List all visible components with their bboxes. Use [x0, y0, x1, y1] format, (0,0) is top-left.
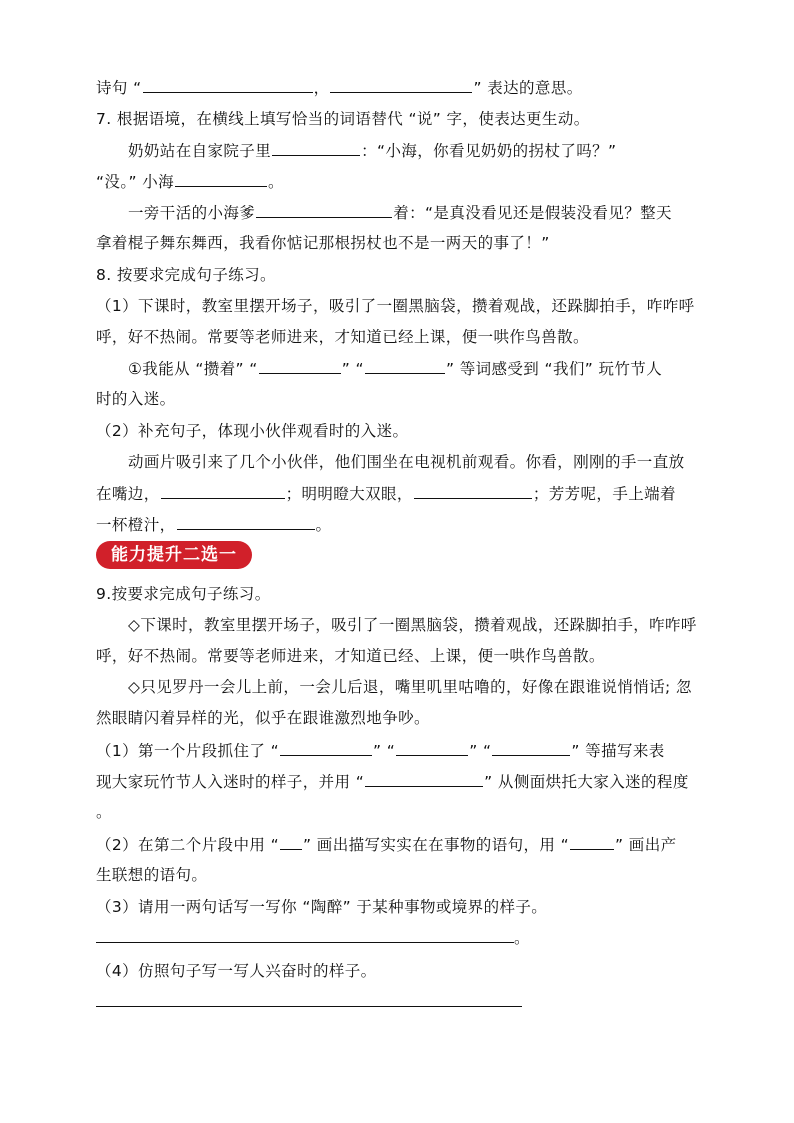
blank-grandma-said[interactable] — [272, 139, 360, 156]
q9-part3: （3）请用一两句话写一写你 “陶醉” 于某种事物或境界的样子。 — [96, 898, 548, 916]
q9-part2: （2）在第二个片段中用 “ ” 画出描写实实在在事物的语句，用 “ ” 画出产 — [96, 833, 677, 856]
q8-part1-task-cont: 时的入迷。 — [96, 390, 176, 408]
section-badge: 能力提升二选一 — [96, 541, 252, 569]
answer-line-q9-4[interactable] — [96, 1006, 522, 1007]
q9-excerpt1-line2: 呼，好不热闹。常要等老师进来，才知道已经、上课，便一哄作鸟兽散。 — [96, 647, 605, 665]
q8-part1-task: ①我能从 “攒着” “ ” “ ” 等词感受到 “我们” 玩竹节人 — [128, 357, 662, 380]
blank-word-2[interactable] — [365, 357, 445, 374]
blank-xiaohai-said[interactable] — [175, 170, 267, 187]
blank-fangfang[interactable] — [177, 513, 315, 530]
answer-line-q9-3-end: 。 — [514, 929, 530, 947]
question-9: 9.按要求完成句子练习。 — [96, 585, 271, 603]
q9-part4: （4）仿照句子写一写人兴奋时的样子。 — [96, 962, 377, 980]
q8-part2: （2）补充句子，体现小伙伴观看时的入迷。 — [96, 422, 409, 440]
q8-part2-text2: 在嘴边， ；明明瞪大双眼， ；芳芳呢，手上端着 — [96, 482, 676, 505]
line-grandma: 奶奶站在自家院子里 ：“小海，你看见奶奶的拐杖了吗？” — [128, 139, 616, 162]
q9-part2-cont: 生联想的语句。 — [96, 866, 208, 884]
q9-excerpt1-line1: ◇下课时，教室里摆开场子，吸引了一圈黑脑袋，攒着观战，还跺脚拍手，咋咋呼 — [128, 616, 697, 634]
answer-line-q9-3[interactable] — [96, 942, 514, 943]
wavy-line-mark — [570, 833, 614, 850]
straight-line-mark — [280, 833, 302, 850]
line-poem-meaning: 诗句 “ ， ” 表达的意思。 — [96, 76, 583, 99]
q9-part1-cont: 现大家玩竹节人入迷时的样子，并用 “ ” 从侧面烘托大家入迷的程度 — [96, 770, 689, 793]
blank-word-1[interactable] — [259, 357, 341, 374]
question-7: 7. 根据语境，在横线上填写恰当的词语替代 “说” 字，使表达更生动。 — [96, 110, 590, 128]
blank-q9-3[interactable] — [492, 739, 570, 756]
q8-part2-text1: 动画片吸引来了几个小伙伴，他们围坐在电视机前观看。你看，刚刚的手一直放 — [128, 453, 685, 471]
blank-father-said[interactable] — [256, 201, 392, 218]
q8-part2-text3: 一杯橙汁， 。 — [96, 513, 331, 536]
blank-q9-2[interactable] — [396, 739, 468, 756]
line-father-cont: 拿着棍子舞东舞西，我看你惦记那根拐杖也不是一两天的事了！” — [96, 234, 550, 252]
question-8: 8. 按要求完成句子练习。 — [96, 266, 276, 284]
blank-mingming[interactable] — [414, 482, 532, 499]
q9-excerpt2-line1: ◇只见罗丹一会儿上前，一会儿后退，嘴里叽里咕噜的，好像在跟谁说悄悄话; 忽 — [128, 678, 692, 696]
q8-part1-line2: 呼，好不热闹。常要等老师进来，才知道已经上课，便一哄作鸟兽散。 — [96, 328, 589, 346]
blank-q9-1[interactable] — [280, 739, 372, 756]
q9-excerpt2-line2: 然眼睛闪着异样的光，似乎在跟谁激烈地争吵。 — [96, 709, 430, 727]
blank-q9-4[interactable] — [365, 770, 483, 787]
blank-gangang[interactable] — [161, 482, 285, 499]
line-father: 一旁干活的小海爹 着：“是真没看见还是假装没看见？整天 — [128, 201, 672, 224]
q9-part1-end: 。 — [96, 803, 112, 821]
blank-poem-2[interactable] — [330, 76, 472, 93]
blank-poem-1[interactable] — [143, 76, 313, 93]
q9-part1: （1）第一个片段抓住了 “ ” “ ” “ ” 等描写来表 — [96, 739, 665, 762]
line-xiaohai: “没。” 小海 。 — [96, 170, 284, 193]
q8-part1-line1: （1）下课时，教室里摆开场子，吸引了一圈黑脑袋，攒着观战，还跺脚拍手，咋咋呼 — [96, 297, 695, 315]
